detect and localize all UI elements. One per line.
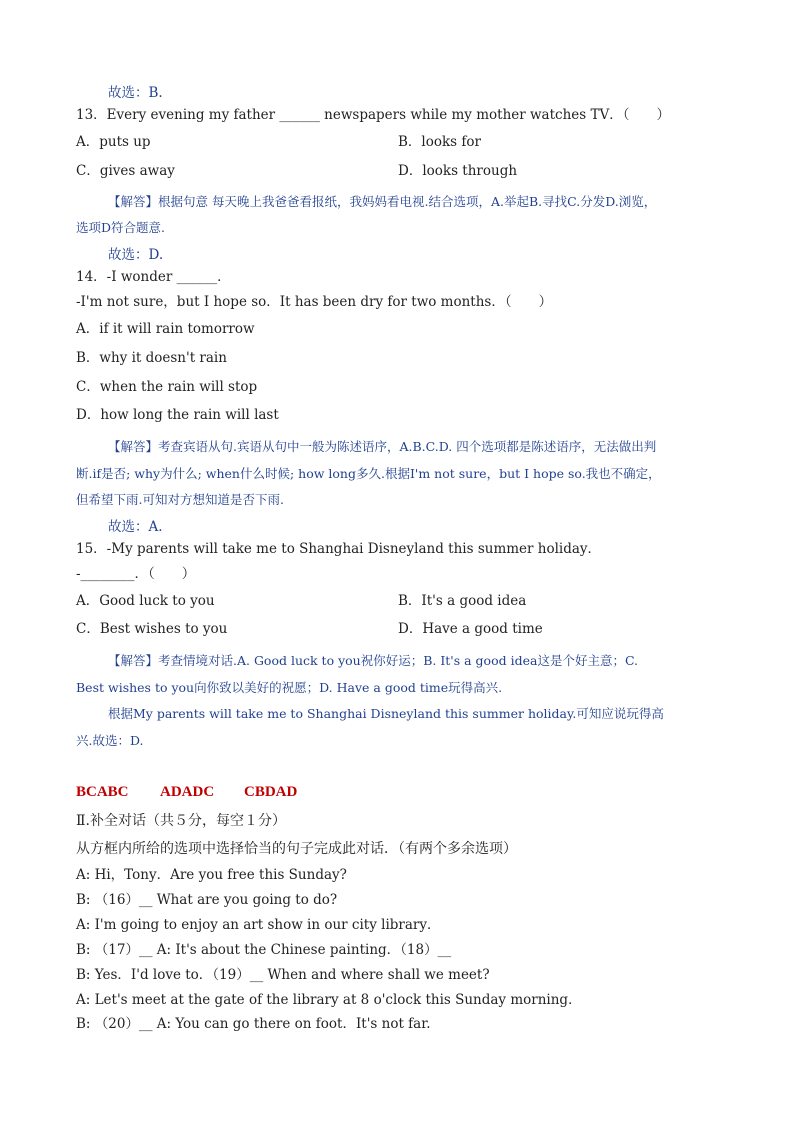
answer-key-group-3: CBDAD [244, 784, 298, 800]
q14-stem-reply: -I'm not sure，but I hope so．It has been dry for two months．（ ） [76, 294, 553, 310]
q14-analysis-cont2: 但希望下雨.可知对方想知道是否下雨. [76, 492, 284, 507]
q14-option-a: A．if it will rain tomorrow [76, 321, 255, 337]
q14-option-c: C．when the rain will stop [76, 379, 258, 395]
section2-instruction: 从方框内所给的选项中选择恰当的句子完成此对话．（有两个多余选项） [76, 841, 517, 857]
q15-analysis-cont: Best wishes to you向你致以美好的祝愿；D. Have a good time玩得高兴. [76, 680, 503, 695]
q15-option-a: A．Good luck to you [76, 593, 215, 609]
q15-analysis: 【解答】考查情境对话.A. Good luck to you祝你好运；B. It's a good idea这是个好主意；C. [108, 653, 639, 668]
dialogue-line-3: A: I'm going to enjoy an art show in our city library． [76, 917, 441, 933]
q13-option-a: A．puts up [76, 134, 151, 150]
q13-analysis: 【解答】根据句意 每天晚上我爸爸看报纸，我妈妈看电视.结合选项，A.举起B.寻找C.分发D.浏览， [108, 194, 657, 209]
q14-answer: 故选：A. [108, 519, 163, 535]
q13-option-d: D．looks through [398, 163, 518, 179]
q14-option-d: D．how long the rain will last [76, 407, 279, 423]
q12-answer: 故选：B. [108, 85, 163, 101]
q14-option-b: B．why it doesn't rain [76, 350, 227, 366]
q13-answer: 故选：D. [108, 247, 164, 263]
q14-stem: 14．-I wonder ______． [76, 269, 231, 285]
q15-analysis-cont3: 兴.故选：D. [76, 733, 144, 748]
q13-option-c: C．gives away [76, 163, 175, 179]
answer-key-group-2: ADADC [160, 784, 215, 800]
q14-analysis: 【解答】考查宾语从句.宾语从句中一般为陈述语序，A.B.C.D. 四个选项都是陈述语序，无法做出判 [108, 439, 657, 454]
q15-option-c: C．Best wishes to you [76, 621, 228, 637]
section2-title: Ⅱ.补全对话（共５分，每空１分） [76, 813, 286, 829]
q13-stem: 13．Every evening my father ______ newspapers while my mother watches TV．（ ） [76, 107, 670, 123]
q15-option-b: B．It's a good idea [398, 593, 527, 609]
q13-option-b: B．looks for [398, 134, 481, 150]
q15-analysis-cont2: 根据My parents will take me to Shanghai Disneyland this summer holiday.可知应说玩得高 [108, 706, 664, 721]
q15-stem-reply: -________．（ ） [76, 566, 196, 582]
answer-key-group-1: BCABC [76, 784, 129, 800]
dialogue-line-5: B: Yes．I'd love to．（19）__ When and where shall we meet? [76, 967, 490, 983]
dialogue-line-1: A: Hi，Tony．Are you free this Sunday? [76, 867, 347, 883]
dialogue-line-6: A: Let's meet at the gate of the library at 8 o'clock this Sunday morning． [76, 992, 582, 1008]
dialogue-line-2: B: （16）__ What are you going to do? [76, 892, 338, 908]
q13-analysis-cont: 选项D符合题意. [76, 220, 165, 235]
q15-option-d: D．Have a good time [398, 621, 543, 637]
q14-analysis-cont: 断.if是否; why为什么; when什么时候; how long多久.根据I'm not sure，but I hope so.我也不确定， [76, 466, 661, 481]
dialogue-line-7: B: （20）__ A: You can go there on foot．It's not far. [76, 1016, 431, 1032]
q15-stem: 15．-My parents will take me to Shanghai Disneyland this summer holiday． [76, 541, 602, 557]
dialogue-line-4: B: （17）__ A: It's about the Chinese painting．（18）__ [76, 942, 452, 958]
